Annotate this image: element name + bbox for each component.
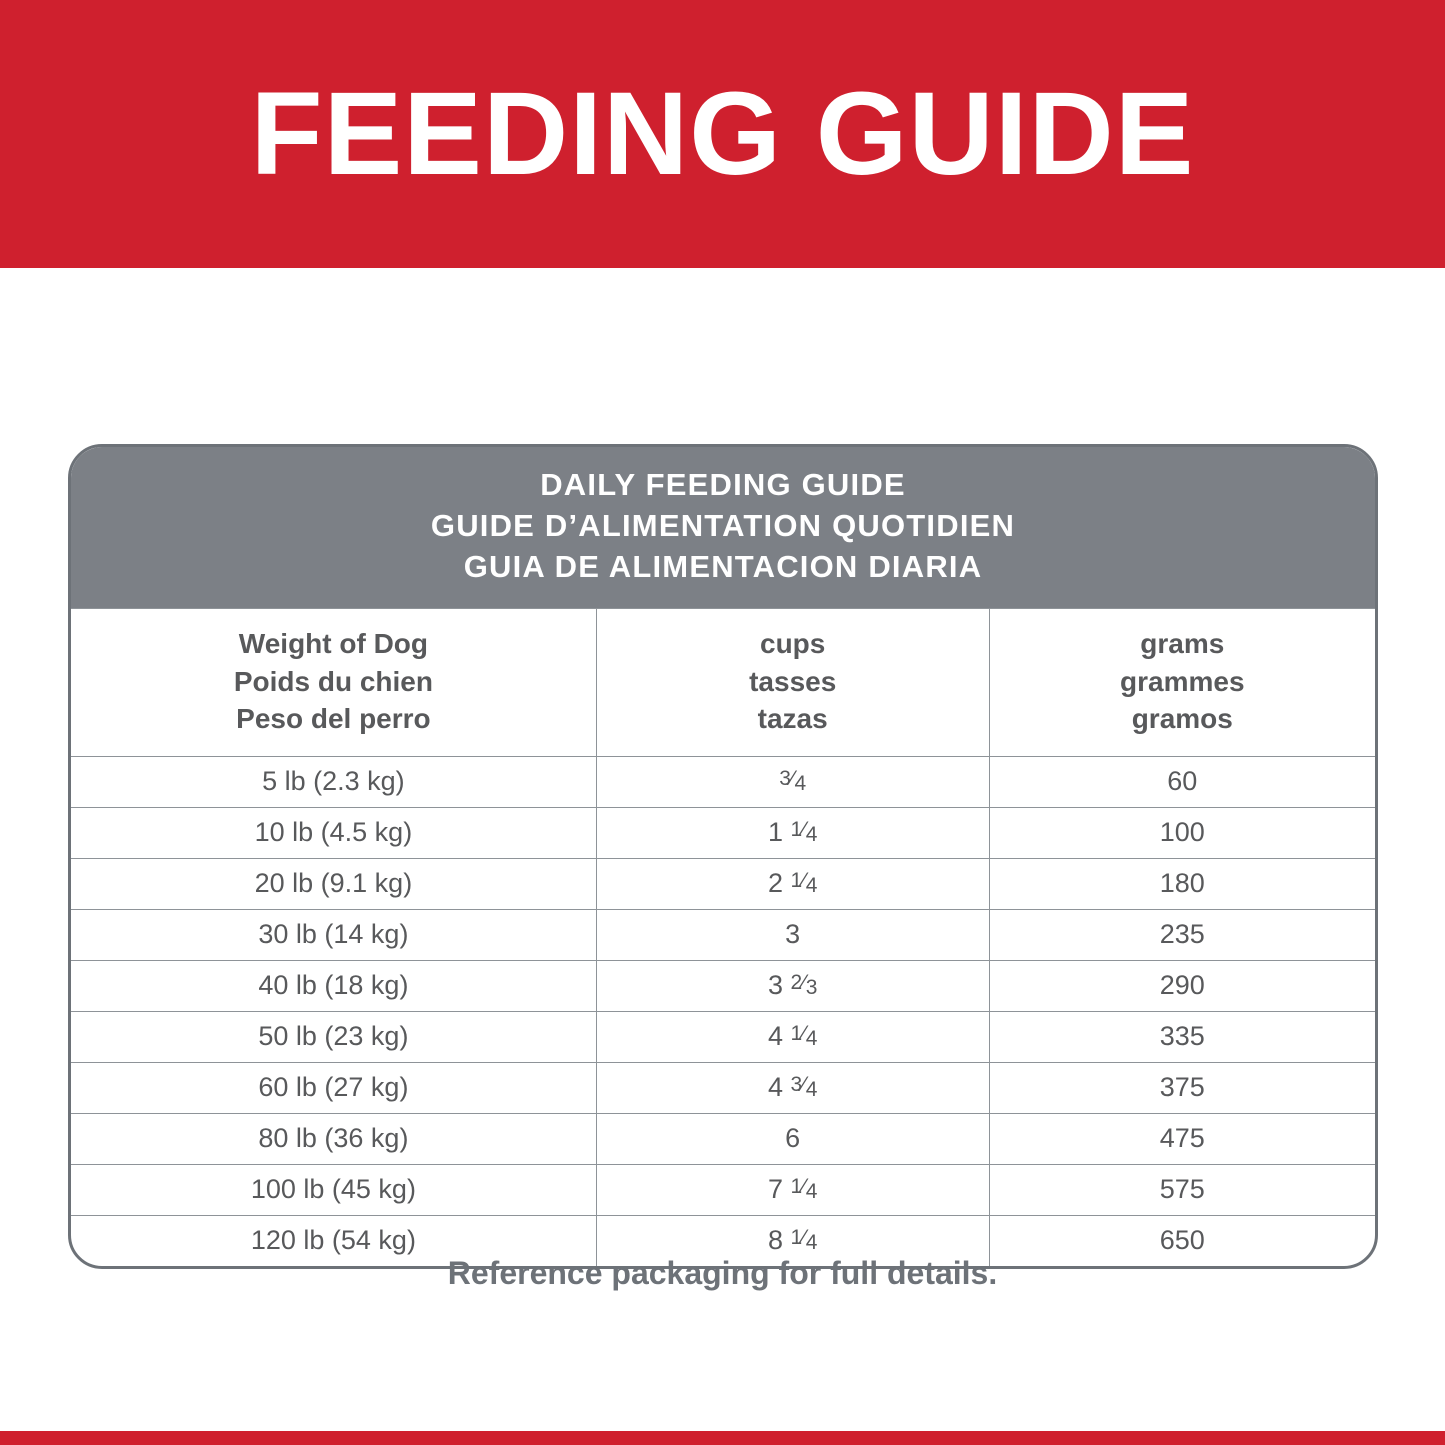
table-row (71, 757, 1375, 808)
column-header-grams-fr: grammes (1120, 665, 1245, 697)
cell-weight: 60 lb (27 kg) (71, 1063, 596, 1114)
table-header-row (71, 608, 1375, 756)
cell-weight: 20 lb (9.1 kg) (71, 859, 596, 910)
cell-cups: 4 1⁄4 (596, 1012, 989, 1063)
column-header-grams (989, 608, 1375, 756)
card-header-line-fr: GUIDE D’ALIMENTATION QUOTIDIEN (430, 507, 1016, 543)
cell-grams: 100 (989, 808, 1375, 859)
cell-weight: 50 lb (23 kg) (71, 1012, 596, 1063)
cell-cups: 6 (596, 1114, 989, 1165)
column-header-grams-en: grams (1140, 627, 1225, 659)
table-body (71, 757, 1375, 1267)
table-row (71, 1063, 1375, 1114)
daily-feeding-guide-card (68, 444, 1378, 1269)
cell-cups: 1 1⁄4 (596, 808, 989, 859)
cell-grams: 475 (989, 1114, 1375, 1165)
cell-grams: 235 (989, 910, 1375, 961)
cell-cups: 7 1⁄4 (596, 1165, 989, 1216)
cell-grams: 335 (989, 1012, 1375, 1063)
card-header-line-en: DAILY FEEDING GUIDE (540, 467, 906, 502)
footnote: Reference packaging for full details. (447, 1255, 998, 1291)
cell-grams: 375 (989, 1063, 1375, 1114)
column-header-weight-es: Peso del perro (236, 703, 431, 735)
card-header (71, 447, 1375, 608)
cell-grams: 575 (989, 1165, 1375, 1216)
cell-grams: 290 (989, 961, 1375, 1012)
cell-grams: 60 (989, 757, 1375, 808)
column-header-grams-es: gramos (1131, 703, 1233, 735)
cell-cups: 3 2⁄3 (596, 961, 989, 1012)
table-row (71, 808, 1375, 859)
column-header-weight (71, 608, 596, 756)
feeding-guide-banner (0, 0, 1445, 268)
cell-cups: 4 3⁄4 (596, 1063, 989, 1114)
table-row (71, 1012, 1375, 1063)
feeding-table (71, 608, 1375, 1266)
table-row (71, 961, 1375, 1012)
table-row (71, 1165, 1375, 1216)
cell-cups: 8 1⁄4 (596, 1216, 989, 1267)
column-header-cups-en: cups (760, 627, 826, 659)
column-header-cups (596, 608, 989, 756)
column-header-weight-en: Weight of Dog (238, 627, 429, 659)
cell-weight: 5 lb (2.3 kg) (71, 757, 596, 808)
cell-grams: 180 (989, 859, 1375, 910)
column-header-cups-es: tazas (757, 703, 828, 735)
cell-cups: 3⁄4 (596, 757, 989, 808)
table-row (71, 1114, 1375, 1165)
cell-weight: 40 lb (18 kg) (71, 961, 596, 1012)
cell-weight: 100 lb (45 kg) (71, 1165, 596, 1216)
column-header-weight-fr: Poids du chien (233, 665, 433, 697)
card-header-line-es: GUIA DE ALIMENTACION DIARIA (463, 548, 983, 584)
table-head (71, 608, 1375, 756)
bottom-red-strip (0, 1431, 1445, 1445)
cell-grams: 650 (989, 1216, 1375, 1267)
page-title: FEEDING GUIDE (250, 68, 1195, 200)
cell-weight: 120 lb (54 kg) (71, 1216, 596, 1267)
table-row (71, 910, 1375, 961)
cell-weight: 30 lb (14 kg) (71, 910, 596, 961)
column-header-cups-fr: tasses (749, 665, 837, 697)
cell-cups: 3 (596, 910, 989, 961)
cell-weight: 80 lb (36 kg) (71, 1114, 596, 1165)
cell-cups: 2 1⁄4 (596, 859, 989, 910)
table-row (71, 859, 1375, 910)
cell-weight: 10 lb (4.5 kg) (71, 808, 596, 859)
